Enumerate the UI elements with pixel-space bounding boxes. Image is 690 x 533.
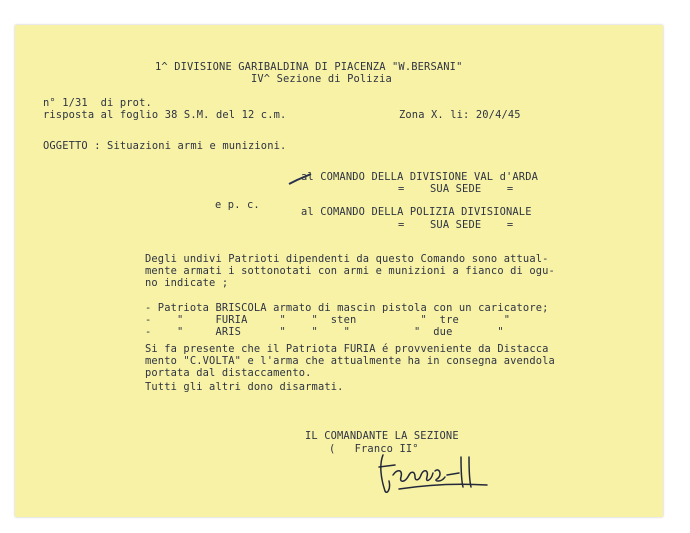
document-sheet [15, 25, 663, 517]
recipient-1: al COMANDO DELLA DIVISIONE VAL d'ARDA [301, 171, 539, 183]
body-paragraph-2-line-2: mento "C.VOLTA" e l'arma che attualmente ha in consegna avendola [145, 355, 555, 367]
recipient-1-seat: = SUA SEDE = [398, 183, 514, 195]
body-paragraph-3: Tutti gli altri dono disarmati. [145, 381, 344, 393]
weapons-list-item-3: - " ARIS " " " " due " [145, 326, 504, 338]
epc-label: e p. c. [215, 199, 260, 211]
subject-line: OGGETTO : Situazioni armi e munizioni. [43, 140, 287, 152]
weapons-list-item-1: - Patriota BRISCOLA armato di mascin pistola con un caricatore; [145, 302, 549, 314]
protocol-number: n° 1/31 di prot. [43, 97, 152, 109]
signature-title: IL COMANDANTE LA SEZIONE [305, 430, 459, 442]
weapons-list-item-2: - " FURIA " " sten " tre " [145, 314, 511, 326]
reply-reference: risposta al foglio 38 S.M. del 12 c.m. [43, 109, 287, 121]
recipient-2: al COMANDO DELLA POLIZIA DIVISIONALE [301, 206, 532, 218]
body-paragraph-1-line-2: mente armati i sottonotati con armi e munizioni a fianco di ogu- [145, 265, 555, 277]
letterhead-division: 1^ DIVISIONE GARIBALDINA DI PIACENZA "W.BERSANI" [155, 61, 463, 73]
letterhead-section: IV^ Sezione di Polizia [251, 73, 392, 85]
recipient-2-seat: = SUA SEDE = [398, 219, 514, 231]
body-paragraph-2-line-3: portata dal distaccamento. [145, 367, 312, 379]
body-paragraph-1-line-3: no indicate ; [145, 277, 229, 289]
body-paragraph-2-line-1: Si fa presente che il Patriota FURIA é provveniente da Distacca [145, 343, 549, 355]
signature-name: ( Franco II° [329, 443, 419, 455]
handwritten-signature [375, 445, 495, 499]
body-paragraph-1-line-1: Degli undivi Patrioti dipendenti da questo Comando sono attual- [145, 253, 549, 265]
place-date: Zona X. li: 20/4/45 [399, 109, 521, 121]
